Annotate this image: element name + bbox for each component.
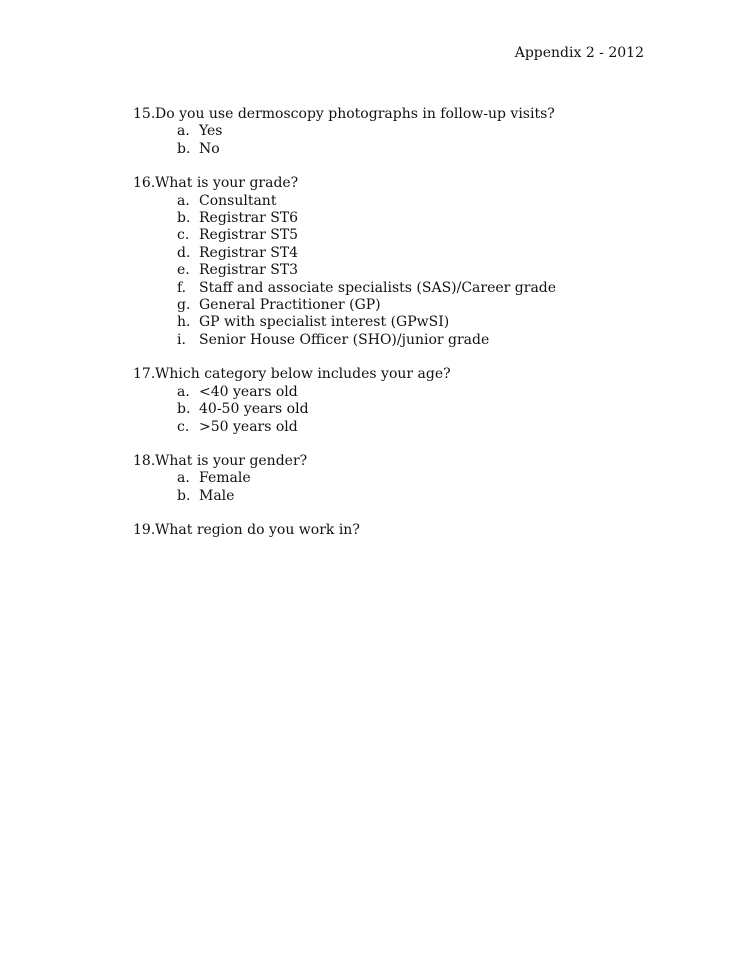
answer-option [133, 401, 693, 418]
question-line [133, 522, 693, 539]
question-text: Which category below includes your age? [155, 366, 451, 383]
question-number: 16. [133, 175, 156, 192]
answer-option [133, 314, 693, 331]
option-text: Senior House Officer (SHO)/junior grade [199, 331, 490, 348]
answer-option [133, 193, 693, 210]
answer-option [133, 262, 693, 279]
question-17 [133, 366, 693, 436]
option-text: Registrar ST4 [199, 244, 299, 261]
option-letter: b. [177, 487, 191, 504]
option-text: No [199, 140, 220, 157]
question-line [133, 106, 693, 123]
option-letter: a. [177, 383, 190, 400]
answer-option [133, 227, 693, 244]
option-letter: b. [177, 140, 191, 157]
option-letter: e. [177, 262, 190, 279]
answer-options [133, 384, 693, 436]
question-list [133, 106, 693, 557]
option-letter: f. [177, 279, 187, 296]
option-text: Yes [199, 123, 223, 140]
option-letter: d. [177, 244, 191, 261]
answer-options [133, 193, 693, 350]
answer-option [133, 419, 693, 436]
option-letter: i. [177, 331, 186, 348]
question-number: 19. [133, 522, 156, 539]
option-text: >50 years old [199, 418, 298, 435]
option-letter: c. [177, 418, 190, 435]
option-text: GP with specialist interest (GPwSI) [199, 314, 450, 331]
question-15 [133, 106, 693, 158]
question-text: Do you use dermoscopy photographs in follow-up visits? [155, 106, 555, 122]
option-letter: g. [177, 297, 191, 314]
question-text: What region do you work in? [155, 522, 360, 539]
option-letter: a. [177, 192, 190, 209]
option-text: Male [199, 487, 235, 504]
answer-options [133, 123, 693, 158]
question-number: 15. [133, 106, 156, 122]
answer-option [133, 297, 693, 314]
answer-option [133, 470, 693, 487]
option-letter: b. [177, 401, 191, 418]
option-text: Female [199, 470, 251, 487]
answer-option [133, 123, 693, 140]
question-line [133, 366, 693, 383]
option-letter: b. [177, 210, 191, 227]
option-text: General Practitioner (GP) [199, 297, 381, 314]
question-number: 17. [133, 366, 156, 383]
option-text: <40 years old [199, 383, 298, 400]
answer-options [133, 470, 693, 505]
answer-option [133, 332, 693, 349]
option-letter: a. [177, 123, 190, 140]
option-text: Staff and associate specialists (SAS)/Career grade [199, 279, 557, 296]
answer-option [133, 245, 693, 262]
option-text: Consultant [199, 192, 277, 209]
option-text: Registrar ST3 [199, 262, 299, 279]
option-letter: c. [177, 227, 190, 244]
page-header: Appendix 2 - 2012 [514, 45, 644, 61]
option-text: Registrar ST6 [199, 210, 299, 227]
question-line [133, 175, 693, 192]
option-letter: h. [177, 314, 191, 331]
option-text: Registrar ST5 [199, 227, 299, 244]
question-number: 18. [133, 452, 156, 469]
question-19 [133, 522, 693, 539]
answer-option [133, 488, 693, 505]
question-18 [133, 453, 693, 505]
answer-option [133, 280, 693, 297]
answer-option [133, 384, 693, 401]
question-text: What is your gender? [155, 452, 308, 469]
option-letter: a. [177, 470, 190, 487]
option-text: 40-50 years old [199, 401, 309, 418]
question-line [133, 453, 693, 470]
answer-option [133, 210, 693, 227]
answer-option [133, 141, 693, 158]
question-text: What is your grade? [155, 175, 299, 192]
question-16 [133, 175, 693, 349]
